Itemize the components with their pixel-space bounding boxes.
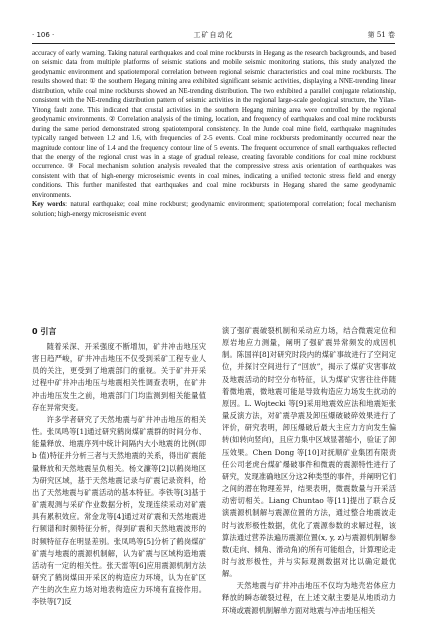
header-rule: [32, 43, 395, 44]
left-column: [32, 325, 206, 607]
running-header: [32, 29, 395, 41]
abstract-paragraph: accuracy of early warning. Taking natural earthquakes and coal mine rockbursts in Hegang as the research backgrounds, and based on seismic data from multiple platforms of seismic stations and mobile seismic monitoring stations, this study analyzed the geodynamic environment and spatiotemporal correlation between regional seismic characteristics and coal mine rockbursts. The results showed that: ① the southern Hegang mining area exhibited significant seismic activities, displaying a NNE-trending linear distribution, while coal mine rockbursts showed an NE-trending distribution. The two exhibited a parallel conjugate relationship, consistent with the NE-trending distribution pattern of seismic activities in the regional large-scale geological structure, the Yilan-Yitong fault zone. This indicated that crustal activities in the southern Hegang mining area were controlled by the regional geodynamic environments. ② Correlation analysis of the timing, location, and frequency of earthquakes and coal mine rockbursts during the same period demonstrated strong spatiotemporal consistency. In the Junde coal mine field, earthquake magnitudes typically ranged between 1.2 and 1.6, with frequencies of 2-5 events. Coal mine rockbursts predominantly occurred near the magnitude contour line of 1.4 and the frequency contour line of 5 events. The frequent occurrence of small earthquakes reflected that the energy of the regional crust was in a stage of gradual release, creating favorable conditions for coal mine rockburst occurrence. ③ Focal mechanism solution analysis revealed that the compressive stress axis orientation of earthquakes was consistent with that of high-energy microseismic events in coal mines, indicating a unified tectonic stress field and energy conditions. This further manifested that earthquakes and coal mine rockbursts in Hegang shared the same geodynamic environments.: [32, 50, 396, 199]
keywords: [32, 200, 396, 219]
english-abstract: [32, 49, 396, 219]
page-number: · 106 ·: [32, 31, 55, 39]
body-columns: [32, 325, 396, 615]
body-paragraph: 演了强矿震破裂机制和采动应力场，结合微震定位和原岩地应力测量，阐明了强矿震异常频发的成因机制。陈国祥[8]对研究时段内的煤矿事故进行了空间定位，并探讨空间进行了“回放”，揭示了煤矿灾害事故及地震活动的时空分布特征，认为煤矿灾害往往伴随着微地震，微地震可能是导致构造应力场发生扰动的原因。L. Wojtecki 等[9]采用地震效应法和地震矩张量反演方法，对矿震孕震及卸压爆破破碎效果进行了评价，研究表明，卸压爆破后最大主应力方向发生偏转(如转向竖向)，且应力集中区域显著缩小，验证了卸压效果。Chen Dong 等[10]对抚顺矿业集团有限责任公司老虎台煤矿爆破事件和微震的震源特性进行了研究，发现准确地区分这2种类型的事件，并阐明它们之间的潜在物理差异，结果表明，微震数量与开采活动密切相关。Liang Chuntao 等[11]提出了联合反演震源机制解与震源位置的方法，通过整合地震波走时与波形极性数据，优化了震源参数的求解过程，该算法通过营养法遍历震源位置(x, y, z)与震源机制解参数(走向、倾角、滑动角)的所有可能组合，计算理论走时与波形极性，并与实际观测数据对比以确定最优解。: [222, 326, 396, 579]
body-paragraph: 天然地震与矿井冲击地压不仅均为地壳岩体应力释放的瞬态破裂过程，在上述文献主要是从地质动力环境或震源机制解单方面对地震与冲击地压相关: [222, 581, 396, 615]
body-paragraph: 许多学者研究了天然地震与矿井冲击地压的相关性。张凤鸣等[1]通过研究鹤岗煤矿震群的时间分布、能量释放、地震序列中统计间隔内大小地震的比例(即 b 值)特征并分析三者与天然地震的关系，得出矿震能量释放和天然地震呈负相关。杨文濂等[2]以鹤岗地区为研究区域，基于天然地震记录与矿震记录资料，给出了天然地震与矿震活动的基本特征。李铁等[3]基于矿震观测与采矿作业数据分析，发现连续采动对矿震具有累积效应。常金龙等[4]通过对矿震和天然地震进行频谱和时频特征分析，得到矿震和天然地震波形的时频特征存在明显差别。张凤鸣等[5]分析了鹤岗煤矿矿震与地震的震源机制解，认为矿震与区域构造地震活动有一定的相关性。张天雷等[6]应用震源机制方法研究了鹤岗煤田开采区的构造应力环境，认为在矿区产生的次生应力场对地表构造应力环境有直接作用。李铁等[7]反: [32, 414, 206, 607]
volume-label: 第 51 卷: [367, 31, 395, 39]
section-heading-introduction: 0 引言: [32, 327, 57, 336]
journal-title: 工矿自动化: [193, 31, 234, 39]
body-paragraph: 随着采深、开采强度不断增加，矿井冲击地压灾害日趋严峻，矿井冲击地压不仅受到采矿工程专业人员的关注，更受到了地震部门的重视。关于矿井开采过程中矿井冲击地压与地震相关性调查表明，在矿井冲击地压发生之前，地震部门门均监测到相关能量值存在异常突变。: [32, 342, 206, 412]
keywords-label: Key words: [32, 201, 66, 209]
right-column: [222, 325, 396, 615]
keywords-text: : natural earthquake; coal mine rockburst; geodynamic environment; spatiotemporal correlation; focal mechanism solution; high-energy microseismic event: [32, 201, 396, 218]
